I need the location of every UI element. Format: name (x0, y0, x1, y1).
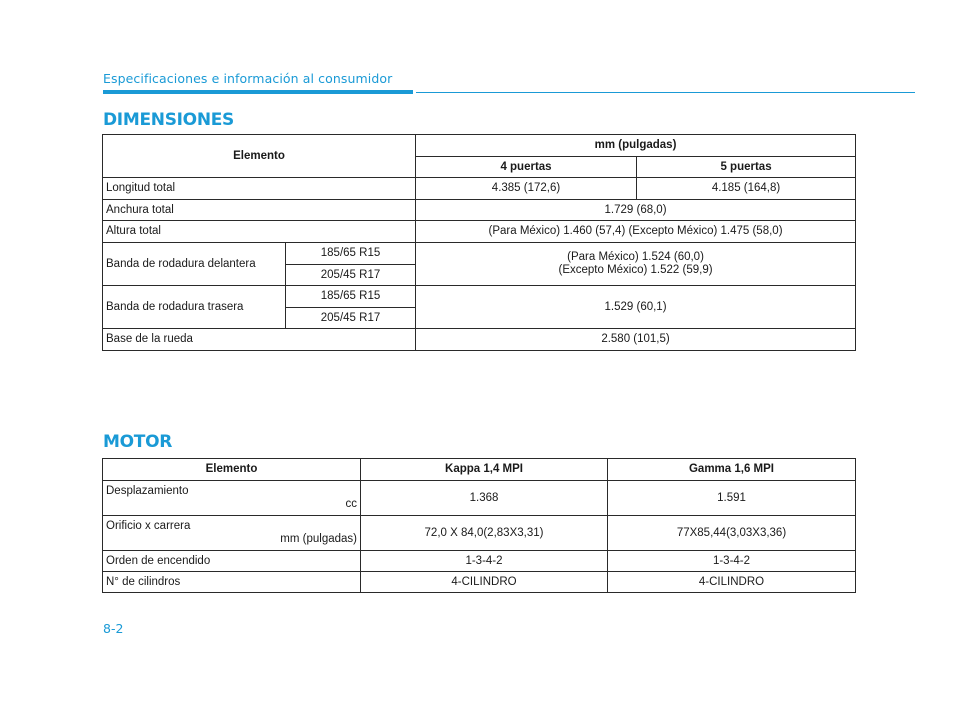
cell-value: 4.385 (172,6) (416, 178, 637, 200)
column-header-kappa: Kappa 1,4 MPI (361, 459, 608, 481)
tire-size: 185/65 R15 (286, 286, 416, 308)
table-row (103, 572, 856, 593)
cell-value: 4.185 (164,8) (637, 178, 856, 200)
cell-value: 1.368 (361, 481, 608, 516)
cell-value: 1.591 (608, 481, 856, 516)
cell-value: 77X85,44(3,03X3,36) (608, 516, 856, 551)
cell-value: 2.580 (101,5) (416, 329, 856, 351)
table-row (103, 178, 856, 200)
dimensions-heading: DIMENSIONES (103, 110, 234, 130)
value-line: (Para México) 1.524 (60,0) (567, 251, 704, 263)
value-line: (Excepto México) 1.522 (59,9) (558, 264, 713, 276)
cell-value: 1.529 (60,1) (416, 286, 856, 329)
column-header-5-doors: 5 puertas (637, 157, 856, 178)
page-number: 8-2 (103, 621, 124, 636)
table-row (103, 243, 856, 265)
table-row (103, 551, 856, 572)
header-accent-bar (103, 90, 413, 94)
cell-value: 4-CILINDRO (361, 572, 608, 593)
table-header-row (103, 459, 856, 481)
row-label: Banda de rodadura trasera (103, 286, 286, 329)
chapter-title: Especificaciones e información al consumidor (103, 71, 393, 86)
table-row (103, 286, 856, 308)
cell-value (416, 243, 856, 286)
motor-table (102, 458, 856, 593)
column-header-unit: mm (pulgadas) (416, 135, 856, 157)
table-header-row (103, 135, 856, 157)
row-label: Longitud total (103, 178, 416, 200)
table-row (103, 516, 856, 551)
row-label: Anchura total (103, 200, 416, 221)
column-header-item: Elemento (103, 135, 416, 178)
table-row (103, 221, 856, 243)
dimensions-table (102, 134, 856, 351)
column-header-gamma: Gamma 1,6 MPI (608, 459, 856, 481)
cell-value: 1.729 (68,0) (416, 200, 856, 221)
row-unit: cc (345, 498, 357, 510)
cell-value: 72,0 X 84,0(2,83X3,31) (361, 516, 608, 551)
cell-value: 4-CILINDRO (608, 572, 856, 593)
row-label: Banda de rodadura delantera (103, 243, 286, 286)
row-label: Orden de encendido (103, 551, 361, 572)
row-label (103, 516, 361, 551)
row-label: Base de la rueda (103, 329, 416, 351)
row-unit: mm (pulgadas) (280, 533, 357, 545)
row-label (103, 481, 361, 516)
column-header-item: Elemento (103, 459, 361, 481)
row-label-text: Desplazamiento (106, 485, 189, 497)
tire-size: 185/65 R15 (286, 243, 416, 265)
cell-value: 1-3-4-2 (608, 551, 856, 572)
tire-size: 205/45 R17 (286, 265, 416, 286)
table-row (103, 329, 856, 351)
motor-heading: MOTOR (103, 432, 173, 452)
header-rule (416, 92, 915, 93)
table-row (103, 481, 856, 516)
page-header (103, 70, 915, 96)
cell-value: (Para México) 1.460 (57,4) (Excepto México) 1.475 (58,0) (416, 221, 856, 243)
tire-size: 205/45 R17 (286, 308, 416, 329)
row-label: N° de cilindros (103, 572, 361, 593)
table-row (103, 200, 856, 221)
column-header-4-doors: 4 puertas (416, 157, 637, 178)
cell-value: 1-3-4-2 (361, 551, 608, 572)
row-label-text: Orificio x carrera (106, 520, 191, 532)
row-label: Altura total (103, 221, 416, 243)
